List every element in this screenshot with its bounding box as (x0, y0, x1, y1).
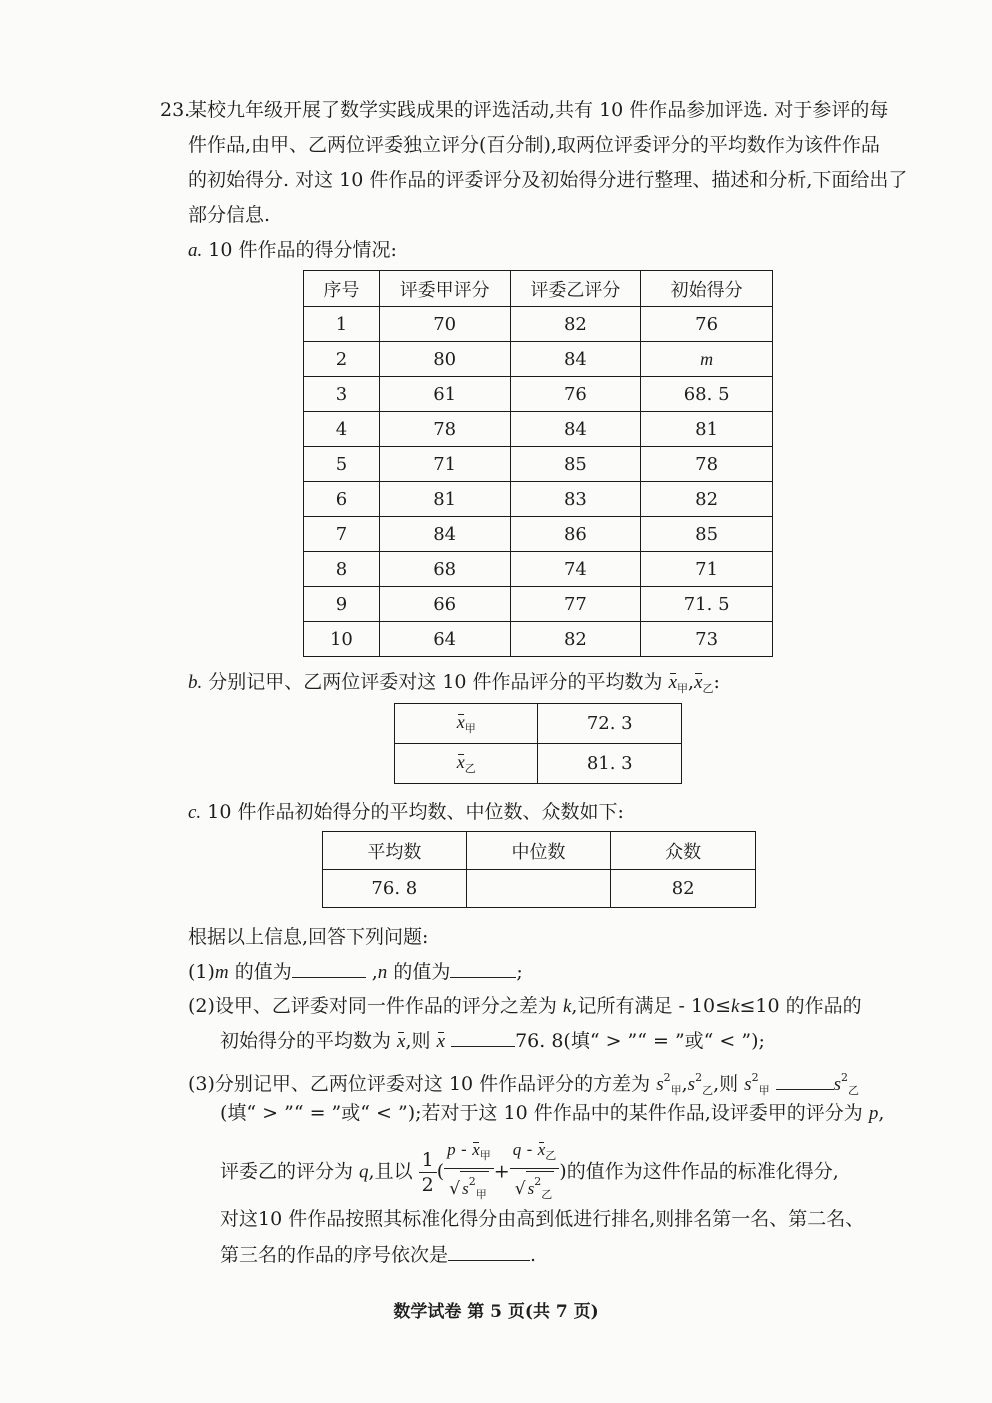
question-3-line-1 (188, 1066, 859, 1103)
cell-judge-b: 82 (510, 622, 641, 657)
q3-text: 的值作为这件作品的标准化得分, (566, 1160, 839, 1183)
sub-yi: 乙 (464, 761, 476, 775)
sub-jia: 甲 (464, 721, 476, 735)
header-mode: 众数 (611, 832, 756, 870)
question-3-line-4: 对这10 件作品按照其标准化得分由高到低进行排名,则排名第一名、第二名、 (220, 1208, 865, 1230)
q2-text: 76. 8(填“ > ”“ = ”或“ < ”); (515, 1030, 765, 1052)
cell-initial: 76 (641, 307, 773, 342)
q2-text: ≤10 的作品的 (739, 995, 862, 1017)
part-c-text: 10 件作品初始得分的平均数、中位数、众数如下: (201, 801, 624, 823)
cell-judge-a: 71 (379, 447, 510, 482)
period: . (530, 1244, 537, 1266)
sub-yi: 乙 (545, 1149, 557, 1162)
intro-line-3: 的初始得分. 对这 10 件作品的评委评分及初始得分进行整理、描述和分析,下面给出了 (188, 169, 908, 191)
sup-2: 2 (751, 1071, 759, 1084)
var-k: k (731, 996, 740, 1017)
value-mean: 76. 8 (323, 870, 467, 908)
mean-jia-value: 72. 3 (538, 704, 682, 744)
var-p: p (868, 1103, 879, 1124)
mean-symbol: x (668, 672, 678, 693)
frac-num-jia (444, 1140, 494, 1169)
frac-den-yi: √ $s^2_乙$ (515, 1169, 554, 1205)
intro-line-1: 某校九年级开展了数学实践成果的评选活动,共有 10 件作品参加评选. 对于参评的每 (188, 99, 889, 121)
header-median: 中位数 (466, 832, 611, 870)
intro-line-2: 件作品,由甲、乙两位评委独立评分(百分制),取两位评委评分的平均数作为该件作品 (188, 134, 880, 156)
part-b-text: 分别记甲、乙两位评委对这 10 件作品评分的平均数为 (202, 671, 669, 693)
table-row (304, 587, 773, 622)
header-initial: 初始得分 (641, 271, 773, 307)
cell-initial: 85 (641, 517, 773, 552)
answer-blank-n[interactable] (450, 959, 516, 978)
q1-label: (1) (188, 961, 215, 983)
cell-initial: 81 (641, 412, 773, 447)
cell-index: 10 (304, 622, 380, 657)
table-row (304, 552, 773, 587)
var-k: k (562, 996, 572, 1017)
mean-symbol: x (456, 751, 465, 772)
var-q: q (359, 1161, 369, 1183)
part-c-caption (188, 800, 624, 825)
var-s: s (527, 1179, 535, 1198)
cell-index: 1 (304, 307, 380, 342)
frac-num-yi (510, 1140, 560, 1169)
table-row (304, 517, 773, 552)
q3-text: 分别记甲、乙两位评委对这 10 件作品评分的方差为 (214, 1073, 657, 1095)
cell-initial: 73 (641, 622, 773, 657)
sup-2: 2 (468, 1175, 476, 1188)
frac-num: 1 (419, 1150, 437, 1173)
var-q: q (512, 1140, 522, 1159)
table-row (395, 744, 682, 784)
cell-index: 4 (304, 412, 380, 447)
cell-judge-b: 74 (510, 552, 641, 587)
question-number: 23. (160, 99, 191, 121)
mean-symbol: x (694, 672, 703, 693)
var-m: m (214, 962, 229, 983)
q2-text: 设甲、乙评委对同一件作品的评分之差为 (214, 995, 563, 1017)
sup-2: 2 (695, 1071, 703, 1084)
answer-blank-compare[interactable] (451, 1028, 515, 1047)
stats-table (322, 831, 756, 908)
var-s: s (687, 1074, 696, 1095)
q3-text: (填“ > ”“ = ”或“ < ”);若对于这 10 件作品中的某件作品,设评委甲的评分为 (220, 1102, 869, 1124)
header-index: 序号 (304, 271, 380, 307)
q2-text: ,记所有满足 - 10≤ (571, 995, 732, 1017)
intro-line-4: 部分信息. (188, 204, 271, 226)
header-judge-a: 评委甲评分 (379, 271, 510, 307)
sub-jia: 甲 (475, 1188, 487, 1201)
score-table (303, 270, 773, 657)
cell-index: 3 (304, 377, 380, 412)
half-fraction (419, 1150, 437, 1195)
cell-initial: 82 (641, 482, 773, 517)
mean-symbol: x (456, 711, 465, 732)
table-row (304, 342, 773, 377)
cell-judge-a: 81 (379, 482, 510, 517)
sub-yi: 乙 (541, 1188, 553, 1201)
cell-judge-b: 77 (510, 587, 641, 622)
cell-index: 2 (304, 342, 380, 377)
header-mean: 平均数 (323, 832, 467, 870)
cell-judge-a: 68 (379, 552, 510, 587)
mean-symbol: x (436, 1031, 446, 1052)
frac-den: 2 (421, 1174, 434, 1196)
cell-judge-a: 80 (379, 342, 510, 377)
cell-judge-b: 82 (510, 307, 641, 342)
sub-jia: 甲 (670, 1084, 682, 1097)
minus: - (521, 1140, 538, 1160)
fraction-jia (444, 1140, 494, 1205)
cell-index: 5 (304, 447, 380, 482)
q2-label: (2) (188, 995, 215, 1017)
mean-jia-label (395, 704, 538, 744)
cell-judge-a: 84 (379, 517, 510, 552)
q3-text: ,且以 (368, 1160, 413, 1183)
q2-text: 初始得分的平均数为 (220, 1030, 398, 1052)
cell-initial: 71 (641, 552, 773, 587)
value-mode: 82 (611, 870, 756, 908)
q1-text: 的值为 (228, 961, 292, 983)
question-3-line-2 (220, 1101, 884, 1126)
cell-judge-a: 70 (379, 307, 510, 342)
var-s: s (656, 1074, 664, 1095)
mean-symbol: x (472, 1140, 480, 1159)
part-a-letter: a. (188, 240, 203, 261)
table-row (304, 482, 773, 517)
semicolon: ; (516, 961, 523, 983)
table-row (304, 412, 773, 447)
part-b-letter: b. (188, 672, 203, 693)
frac-den-jia: √ $s^2_甲$ (449, 1169, 488, 1205)
table-row (323, 832, 756, 870)
mean-table (394, 703, 682, 784)
colon: : (713, 671, 720, 693)
cell-initial: 78 (641, 447, 773, 482)
comma: , (688, 671, 695, 693)
header-judge-b: 评委乙评分 (510, 271, 641, 307)
cell-judge-b: 85 (510, 447, 641, 482)
sub-jia: 甲 (677, 682, 689, 695)
cell-judge-a: 78 (379, 412, 510, 447)
comma: , (878, 1102, 885, 1124)
part-a-caption (188, 238, 397, 263)
value-median (466, 870, 611, 908)
part-c-letter: c. (188, 802, 202, 823)
minus: - (455, 1140, 473, 1160)
cell-initial: m (641, 342, 773, 377)
cell-index: 6 (304, 482, 380, 517)
var-p: p (447, 1140, 456, 1159)
sub-jia: 甲 (758, 1084, 770, 1097)
comma: , (681, 1073, 688, 1095)
table-row (395, 704, 682, 744)
var-s: s (462, 1179, 469, 1198)
question-1: (1)m 的值为 ,n 的值为 ; (188, 961, 523, 983)
plus: + (493, 1160, 510, 1183)
prompt: 根据以上信息,回答下列问题: (188, 926, 429, 948)
q3-text: ,则 (713, 1073, 745, 1095)
answer-blank-m[interactable] (292, 959, 366, 978)
part-b-caption (188, 670, 720, 701)
table-row (304, 622, 773, 657)
cell-judge-a: 64 (379, 622, 510, 657)
cell-judge-a: 66 (379, 587, 510, 622)
sup-2: 2 (534, 1175, 542, 1188)
cell-judge-b: 86 (510, 517, 641, 552)
cell-index: 7 (304, 517, 380, 552)
cell-judge-b: 83 (510, 482, 641, 517)
mean-symbol: x (537, 1140, 546, 1159)
cell-judge-b: 84 (510, 412, 641, 447)
cell-judge-b: 76 (510, 377, 641, 412)
sub-yi: 乙 (702, 682, 714, 695)
question-3-line-5 (220, 1242, 536, 1267)
mean-yi-label (395, 744, 538, 784)
table-row (323, 870, 756, 908)
q3-text: 第三名的作品的序号依次是 (220, 1244, 449, 1266)
cell-judge-b: 84 (510, 342, 641, 377)
sup-2: 2 (841, 1071, 849, 1084)
cell-index: 8 (304, 552, 380, 587)
q3-label: (3) (188, 1073, 215, 1095)
q3-text: 评委乙的评分为 (220, 1160, 360, 1183)
var-n: n (377, 962, 388, 983)
sub-jia: 甲 (479, 1149, 491, 1162)
table-row (304, 377, 773, 412)
answer-blank-variance[interactable] (776, 1071, 834, 1090)
part-a-text: 10 件作品的得分情况: (202, 239, 397, 261)
q2-text: ,则 (405, 1030, 437, 1052)
var-s: s (833, 1074, 842, 1095)
cell-initial: 71. 5 (641, 587, 773, 622)
question-2-line-2 (220, 1028, 765, 1054)
cell-initial: 68. 5 (641, 377, 773, 412)
q1-text: 的值为 (387, 961, 451, 983)
var-s: s (744, 1074, 752, 1095)
question-3-line-3: 评委乙的评分为 q,且以 $\frac{1}{2}$ ( $\frac{p - x_甲}{√ s^2_甲}$ + $\frac{q - x_乙}{√ s^2_乙}$ )的值作为这件作品的标准化得分, (220, 1140, 839, 1196)
cell-index: 9 (304, 587, 380, 622)
cell-judge-a: 61 (379, 377, 510, 412)
question-2-line-1 (188, 994, 862, 1019)
table-row (304, 307, 773, 342)
table-row (304, 447, 773, 482)
sub-yi: 乙 (848, 1084, 860, 1097)
mean-symbol: x (397, 1031, 406, 1052)
sup-2: 2 (663, 1071, 671, 1084)
page-footer: 数学试卷 第 5 页(共 7 页) (393, 1302, 599, 1322)
score-table-header (304, 271, 773, 307)
sub-yi: 乙 (702, 1084, 714, 1097)
answer-blank-ranking[interactable] (448, 1242, 530, 1261)
fraction-yi (510, 1140, 560, 1205)
mean-yi-value: 81. 3 (538, 744, 682, 784)
